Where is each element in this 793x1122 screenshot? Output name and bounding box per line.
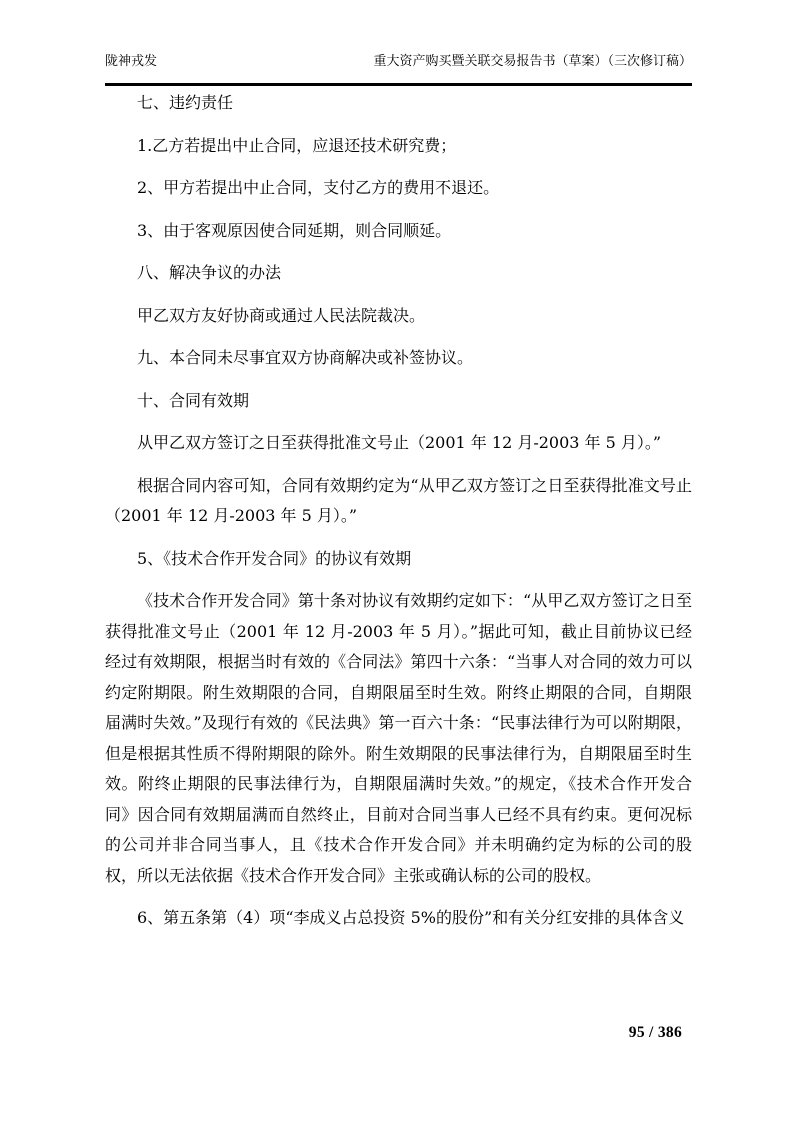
paragraph: 5、《技术合作开发合同》的协议有效期 bbox=[137, 548, 412, 568]
paragraph: 6、第五条第（4）项“李成义占总投资 5%的股份”和有关分红安排的具体含义 bbox=[137, 908, 685, 927]
paragraph: 3、由于客观原因使合同延期，则合同顺延。 bbox=[137, 220, 452, 240]
paragraph: 根据合同内容可知，合同有效期约定为“从甲乙双方签订之日至获得批准文号止（2001 年 12 月-2003 年 5 月）。” bbox=[105, 475, 692, 525]
header-company-name: 陇神戎发 bbox=[105, 54, 158, 69]
paragraph: 九、本合同未尽事宜双方协商解决或补签协议。 bbox=[137, 348, 474, 367]
page-number: 95 / 386 bbox=[628, 1024, 682, 1041]
header-rule bbox=[105, 83, 692, 86]
paragraph: 八、解决争议的办法 bbox=[137, 263, 282, 282]
paragraph: 甲乙双方友好协商或通过人民法院裁决。 bbox=[137, 305, 426, 325]
document-body bbox=[105, 88, 692, 934]
page-header bbox=[105, 54, 692, 70]
paragraph: 从甲乙双方签订之日至获得批准文号止（2001 年 12 月-2003 年 5 月）。” bbox=[137, 433, 662, 452]
paragraph: 十、合同有效期 bbox=[137, 390, 250, 410]
paragraph: 1.乙方若提出中止合同，应退还技术研究费； bbox=[137, 135, 457, 155]
paragraph: 七、违约责任 bbox=[137, 93, 234, 112]
paragraph: 《技术合作开发合同》第十条对协议有效期约定如下：“从甲乙双方签订之日至获得批准文号止（2001 年 12 月-2003 年 5 月）。”据此可知，截止目前协议已经经过有效期限，根据当时有效的《合同法》第四十六条：“当事人对合同的效力可以约定附期限。附生效期限的合同，自期限届至时生效。附终止期限的合同，自期限届满时失效。”及现行有效的《民法典》第一百六十条：“民事法律行为可以附期限，但是根据其性质不得附期限的除外。附生效期限的民事法律行为，自期限届至时生效。附终止期限的民事法律行为，自期限届满时失效。”的规定，《技术合作开发合同》因合同有效期届满而自然终止，目前对合同当事人已经不具有约束。更何况标的公司并非合同当事人，且《技术合作开发合同》并未明确约定为标的公司的股权，所以无法依据《技术合作开发合同》主张或确认标的公司的股权。 bbox=[105, 591, 692, 885]
paragraph: 2、甲方若提出中止合同，支付乙方的费用不退还。 bbox=[137, 178, 500, 197]
page-footer bbox=[629, 1024, 682, 1042]
header-document-title: 重大资产购买暨关联交易报告书（草案）（三次修订稿） bbox=[373, 54, 692, 69]
